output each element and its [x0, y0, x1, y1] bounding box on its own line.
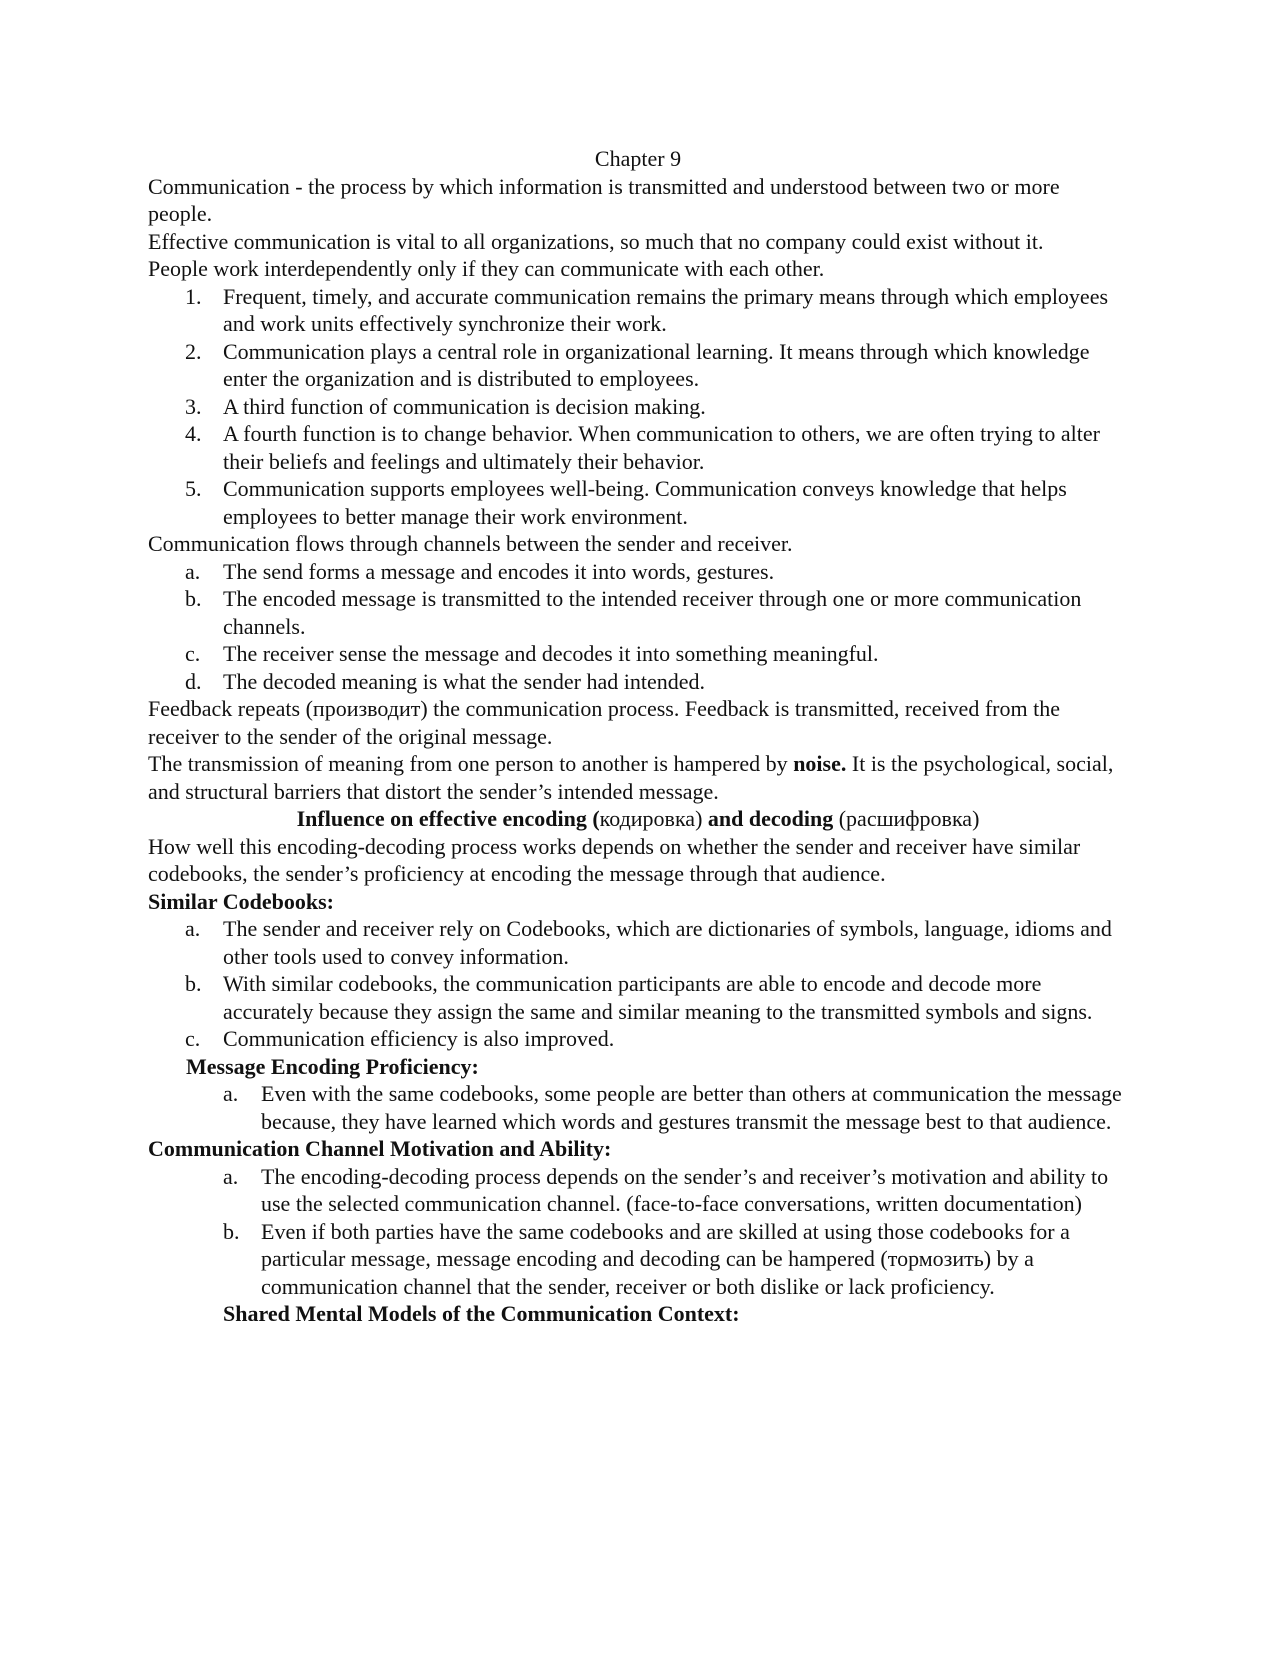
list-item: c. Communication efficiency is also improved.: [185, 1026, 615, 1051]
mental-models-heading: Shared Mental Models of the Communication Context:: [223, 1301, 740, 1326]
list-item: 2. Communication plays a central role in organizational learning. It means through which knowledge enter the organization and is distributed to employees.: [185, 338, 1090, 391]
influence-paragraph: How well this encoding-decoding process works depends on whether the sender and receiver have similar codebooks, the sender’s proficiency at encoding the message through that audience.: [148, 833, 1081, 886]
channel-list: [148, 1163, 1128, 1301]
list-item: c. The receiver sense the message and decodes it into something meaningful.: [185, 641, 879, 666]
document-page: [148, 145, 1128, 1328]
list-item: b. With similar codebooks, the communication participants are able to encode and decode more accurately because they assign the same and similar meaning to the transmitted symbols and signs.: [185, 971, 1093, 1024]
list-item: a. Even with the same codebooks, some people are better than others at communication the message because, they have learned which words and gestures transmit the message best to that audience.: [223, 1081, 1122, 1134]
channel-heading: Communication Channel Motivation and Ability:: [148, 1136, 612, 1161]
list-item: b. Even if both parties have the same codebooks and are skilled at using those codebooks for a particular message, message encoding and decoding can be hampered (тормозить) by a communication channel that the sender, receiver or both dislike or lack proficiency.: [223, 1218, 1070, 1299]
flow-steps-list: [148, 558, 1128, 696]
list-item: 4. A fourth function is to change behavior. When communication to others, we are often trying to alter their beliefs and feelings and ultimately their behavior.: [185, 421, 1100, 474]
functions-list: [148, 283, 1128, 531]
list-item: a. The send forms a message and encodes it into words, gestures.: [185, 558, 775, 584]
list-item: d. The decoded meaning is what the sender had intended.: [185, 668, 706, 694]
codebooks-list: [148, 915, 1128, 1053]
proficiency-heading: Message Encoding Proficiency:: [186, 1053, 479, 1079]
list-item: b. The encoded message is transmitted to the intended receiver through one or more communication channels.: [185, 586, 1082, 639]
intro-interdependent: People work interdependently only if they can communicate with each other.: [148, 256, 825, 281]
noise-paragraph: The transmission of meaning from one person to another is hampered by noise. It is the psychological, social, and structural barriers that distort the sender’s intended message.: [148, 751, 1114, 804]
influence-heading: Influence on effective encoding (кодировка) and decoding (расшифровка): [296, 806, 980, 831]
list-item: 3. A third function of communication is decision making.: [185, 393, 706, 419]
proficiency-list: [148, 1080, 1128, 1135]
flow-intro: Communication flows through channels between the sender and receiver.: [148, 531, 793, 556]
chapter-title: Chapter 9: [594, 146, 682, 171]
intro-effective: Effective communication is vital to all organizations, so much that no company could exist without it.: [148, 228, 1044, 254]
codebooks-heading: Similar Codebooks:: [148, 888, 335, 914]
list-item: a. The encoding-decoding process depends on the sender’s and receiver’s motivation and ability to use the selected communication channel. (face-to-face conversations, written documentation): [223, 1163, 1109, 1216]
list-item: a. The sender and receiver rely on Codebooks, which are dictionaries of symbols, language, idioms and other tools used to convey information.: [185, 916, 1112, 969]
feedback-paragraph: Feedback repeats (производит) the communication process. Feedback is transmitted, received from the receiver to the sender of the original message.: [148, 696, 1060, 749]
list-item: 1. Frequent, timely, and accurate communication remains the primary means through which employees and work units effectively synchronize their work.: [185, 283, 1109, 336]
intro-definition: Communication - the process by which information is transmitted and understood between two or more people.: [148, 173, 1060, 226]
list-item: 5. Communication supports employees well-being. Communication conveys knowledge that helps employees to better manage their work environment.: [185, 476, 1067, 529]
